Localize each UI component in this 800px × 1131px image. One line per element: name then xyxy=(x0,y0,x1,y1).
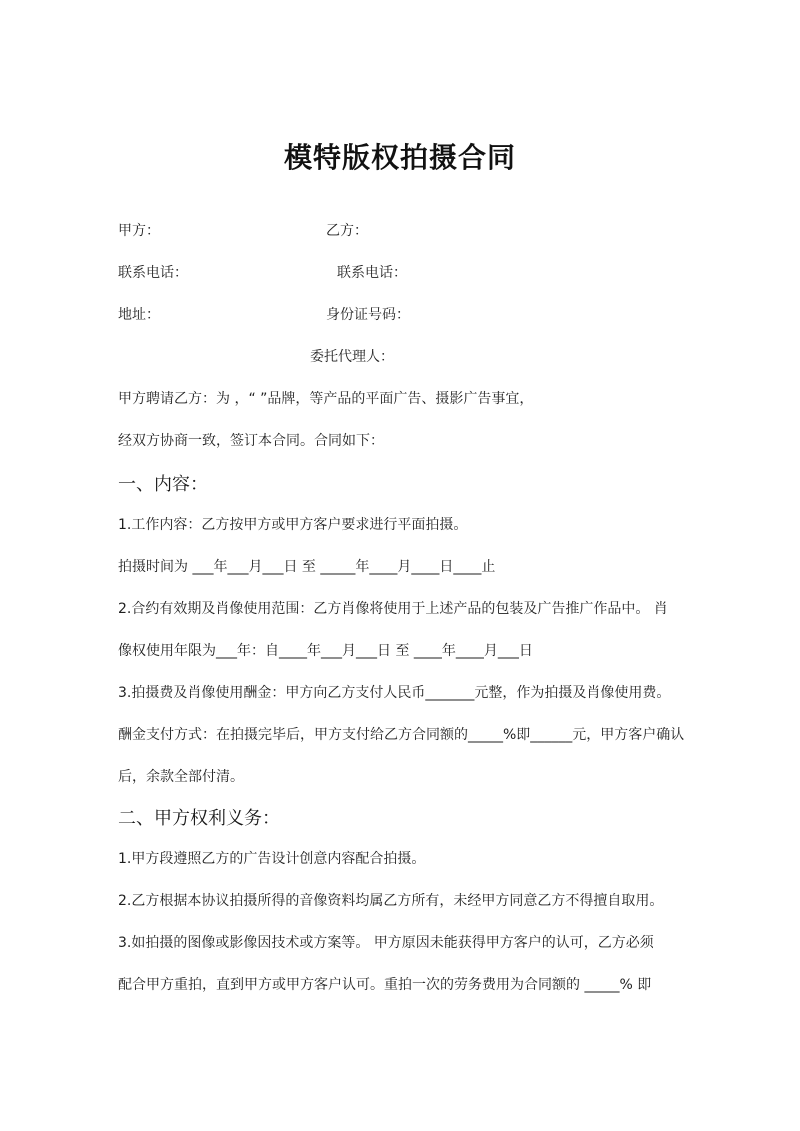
address-label: 地址： xyxy=(118,307,160,323)
section-1-line-6: 酬金支付方式：在拍摄完毕后，甲方支付给乙方合同额的_____%即______元，甲方客户确认 xyxy=(118,727,685,743)
section-2-heading: 二、甲方权利义务： xyxy=(118,808,280,829)
section-2-line-1: 1.甲方段遵照乙方的广告设计创意内容配合拍摄。 xyxy=(118,851,426,867)
section-2-line-2: 2.乙方根据本协议拍摄所得的音像资料均属乙方所有，未经甲方同意乙方不得擅自取用。 xyxy=(118,893,664,909)
section-1-line-4: 像权使用年限为___年：自____年___月___日 至 ____年____月___日 xyxy=(118,643,533,659)
section-1-line-5: 3.拍摄费及肖像使用酬金：甲方向乙方支付人民币_______元整，作为拍摄及肖像使用费。 xyxy=(118,685,671,701)
section-1-line-7: 后，余款全部付清。 xyxy=(118,769,244,785)
intro-line-2: 经双方协商一致，签订本合同。合同如下： xyxy=(118,433,384,449)
party-b-label: 乙方： xyxy=(326,223,368,239)
section-1-line-2: 拍摄时间为 ___年___月___日 至 _____年____月____日____止 xyxy=(118,559,496,575)
party-b-phone-label: 联系电话： xyxy=(337,265,407,281)
section-1-line-3: 2.合约有效期及肖像使用范围：乙方肖像将使用于上述产品的包装及广告推广作品中。 肖 xyxy=(118,601,668,617)
party-a-phone-label: 联系电话： xyxy=(118,265,188,281)
section-1-line-1: 1.工作内容：乙方按甲方或甲方客户要求进行平面拍摄。 xyxy=(118,517,468,533)
section-1-heading: 一、内容： xyxy=(118,474,208,495)
id-number-label: 身份证号码： xyxy=(326,307,410,323)
agent-label: 委托代理人： xyxy=(310,349,394,365)
intro-line-1: 甲方聘请乙方：为 ，“ ”品牌，等产品的平面广告、摄影广告事宜， xyxy=(118,391,534,407)
document-title: 模特版权拍摄合同 xyxy=(283,141,516,174)
section-2-line-4: 配合甲方重拍，直到甲方或甲方客户认可。重拍一次的劳务费用为合同额的 _____% 即 xyxy=(118,977,652,993)
section-2-line-3: 3.如拍摄的图像或影像因技术或方案等。 甲方原因未能获得甲方客户的认可，乙方必须 xyxy=(118,935,654,951)
party-a-label: 甲方： xyxy=(118,223,160,239)
